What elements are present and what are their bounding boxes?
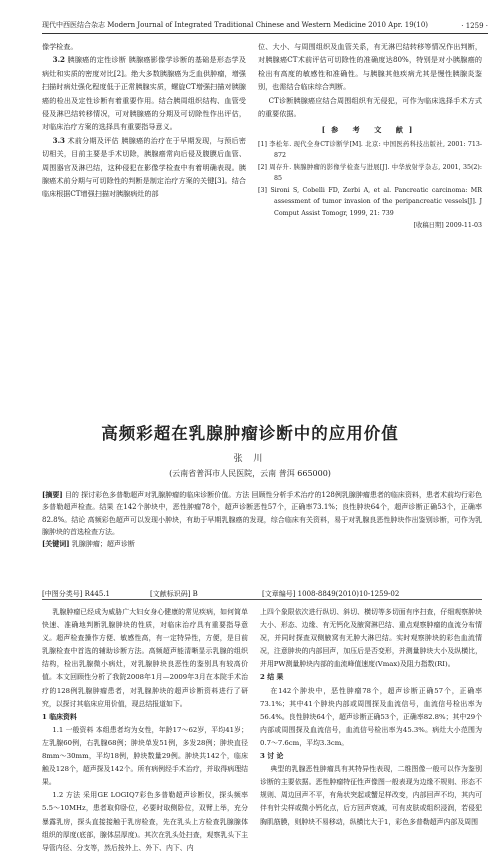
references-heading: [参 考 文 献] (321, 125, 419, 135)
abstract-label: [摘要] (42, 490, 63, 499)
section-number: 3.2 (52, 55, 65, 65)
abstract-text: 目的 探讨彩色多普勒超声对乳腺肿瘤的临床诊断价值。方法 回顾性分析手术治疗的128例乳腺肿瘤患者的临床资料，患者术前均行彩色多普勒超声检查。结果 在142个肿块中，恶性肿瘤78个，超声诊断恶性57个，正确率73.1%；良性肿块64个，超声诊断正确53个，正确率82.8%。结论 高频彩色超声可以发现小肿块，有助于早期乳腺癌的发现，综合临床有关资料，易于对乳腺良恶性肿块作出鉴别诊断，可作为乳腺肿块的首选检查方法。 (42, 491, 482, 536)
paragraph: 1.1 一般资料 本组患者均为女性，年龄17～62岁，平均41岁；左乳腺60例，右乳腺68例；肿块单发51例，多发28例；肿块直径8mm～30mm，平均18例，肿块数量29例。肿块共142个，临床触及128个，超声探及142个。所有病例经手术治疗，并取得病理结果。 (42, 725, 248, 787)
section-text: 术前分期及评估 胰腺癌的治疗在于早期发现，与预后密切相关，目前主要是手术切除，胰腺癌常向后侵及腹膜后血管、周围器官及淋巴结，这种侵犯在影像学检查中有着明确表现。胰腺癌术前分期与可切除性的判断是制定治疗方案的关键[3]。结合临床根据CT增强扫描对胰腺病灶的部 (42, 135, 246, 199)
page-number: · 1259 · (461, 22, 488, 30)
paragraph: 上四个象限依次进行纵切、斜切、横切等多切面有序扫查，仔细观察肿块大小、形态、边缘、有无钙化及腋窝淋巴结、重点观察肿瘤的血流分布情况，并同时探查双侧腋窝有无肿大淋巴结。实时观察肿块的彩色血流情况，注意肿块的内部回声，加压后是否变形，并测量肿块大小及纵横比，并用PW测量肿块内部的血流峰值速度(Vmax)及阻力指数(RI)。 (260, 608, 482, 669)
journal-name: 现代中西医结合杂志 Modern Journal of Integrated Traditional Chinese and Western Medicine 2010 Apr. 19(10) (42, 21, 429, 29)
reference-item: [2] 周存升. 胰腺肿瘤的影像学检查与进展[J]. 中华放射学杂志, 2001, 35(2): 85 (258, 163, 482, 183)
section-text: 胰腺癌的定性诊断 胰腺癌影像学诊断的基础是形态学及病灶和实质的密度对比[2]。绝大多数胰腺癌为乏血供肿瘤，增强扫描时病灶强化程度低于正常胰腺实质，螺旋CT增强扫描对胰腺癌的检出及定性诊断有着重要作用。结合胰周组织结构、血管受侵及淋巴结转移情况，可对胰腺癌的分期及可切除性作出评估，对临床治疗方案的选择具有重要指导意义。 (42, 55, 246, 132)
author: 张 川 (233, 454, 267, 464)
divider (42, 599, 482, 600)
body-right-column (260, 606, 482, 829)
body-left-column (42, 606, 248, 855)
abstract-block (42, 489, 482, 550)
section-heading: 2 结 果 (260, 673, 284, 682)
running-header (42, 10, 488, 34)
paragraph: CT诊断胰腺癌应结合周围组织有无侵犯，可作为临床选择手术方式的重要依据。 (258, 95, 482, 119)
article-title: 高频彩超在乳腺肿瘤诊断中的应用价值 (101, 424, 399, 443)
section-3-3 (42, 134, 246, 201)
paragraph: 乳腺肿瘤已经成为威胁广大妇女身心健康的常见疾病，如何简单快速、准确地判断乳腺肿块的性质，对临床治疗具有重要指导意义。超声检查操作方便、敏感性高，有一定特异性，方便，是目前乳腺检查中首选的辅助诊断方法。高频超声能清晰显示乳腺的组织结构，检出乳腺微小病灶，对乳腺肿块良恶性的鉴别具有较高价值。本文回顾性分析了我院2008年1月—2009年3月在本院手术治疗的128例乳腺肿瘤患者，对乳腺肿块的超声诊断资料进行了研究，以探讨其临床应用价值，现总结报道如下。 (42, 608, 248, 708)
paragraph: 位、大小、与周围组织及血管关系，有无淋巴结转移等情况作出判断，对胰腺癌CT术前评估可切除性的准确度达80%，特别是对小胰腺癌的检出有高度的敏感性和准确性。与胰腺其他疾病尤其是慢性胰腺炎鉴别，也需结合临床综合判断。 (258, 42, 482, 92)
section-heading: 1 临床资料 (42, 712, 77, 721)
left-top-column (42, 40, 246, 201)
section-3-2 (42, 53, 246, 133)
document-code: [文献标识码] B (150, 590, 198, 598)
section-number: 3.3 (52, 135, 65, 145)
paragraph: 典型的乳腺恶性肿瘤具有其特异性表现，二维图像一般可以作为鉴别诊断的主要依据。恶性肿瘤特征性声像图一般表现为边缘不规则、形态不规则、周边回声不平，有角状突起或蟹足样改变，内部回声不均，其内可伴有针尖样或微小钙化点，后方回声衰减，可有皮肤或组织浸润，若侵犯胸肌筋膜，则肿块不易移动，纵横比大于1，彩色多普勒超声内部及周围 (260, 765, 482, 826)
affiliation: (云南省普洱市人民医院，云南 普洱 665000) (169, 469, 331, 478)
section-heading: 3 讨 论 (260, 752, 284, 761)
paragraph: 1.2 方法 采用GE LOGIQ7彩色多普勒超声诊断仪，探头频率5.5～10MHz，患者取仰卧位，必要时取侧卧位，双臂上举，充分暴露乳房，探头直接接触于乳房检查，先在乳头上方检查乳腺腺体组织的厚度(底部，腺体层厚度)。其次在乳头处扫查，观察乳头下主导管内径、分支等，然后按外上、外下、内下、内 (42, 791, 248, 852)
received-date: [收稿日期] 2009-11-03 (413, 222, 482, 230)
keywords-label: [关键词] (42, 539, 70, 549)
abstract (42, 489, 482, 538)
paragraph: 在142个肿块中，恶性肿瘤78个，超声诊断正确57个，正确率73.1%；其中41个肿块内部或周围探及血流信号，血流信号检出率为56.4%。良性肿块64个，超声诊断正确53个，正确率82.8%；其中29个内部或周围探及血流信号，血流信号检出率为45.3%。病灶大小范围为0.7～7.6cm，平均3.3cm。 (260, 686, 482, 747)
keywords-text: 乳腺肿瘤；超声诊断 (71, 540, 135, 549)
keywords (42, 538, 482, 550)
paragraph: 像学检查。 (42, 42, 78, 51)
reference-item: [3] Sironi S, Cobelli FD, Zerbi A, et al. Pancreatic carcinoma: MR assessment of tumor invasion of the peripancreatic vessels[J]. J Comput Assist Tomogr, 1999, 21: 739 (258, 186, 482, 217)
right-top-column (258, 40, 482, 233)
clc-number: [中图分类号] R445.1 (42, 590, 110, 598)
reference-item: [1] 李松年. 现代全身CT诊断学[M]. 北京: 中国医药科技出版社, 2001: 713-872 (258, 140, 482, 160)
article-number: [文章编号] 1008-8849(2010)10-1259-02 (262, 590, 400, 598)
